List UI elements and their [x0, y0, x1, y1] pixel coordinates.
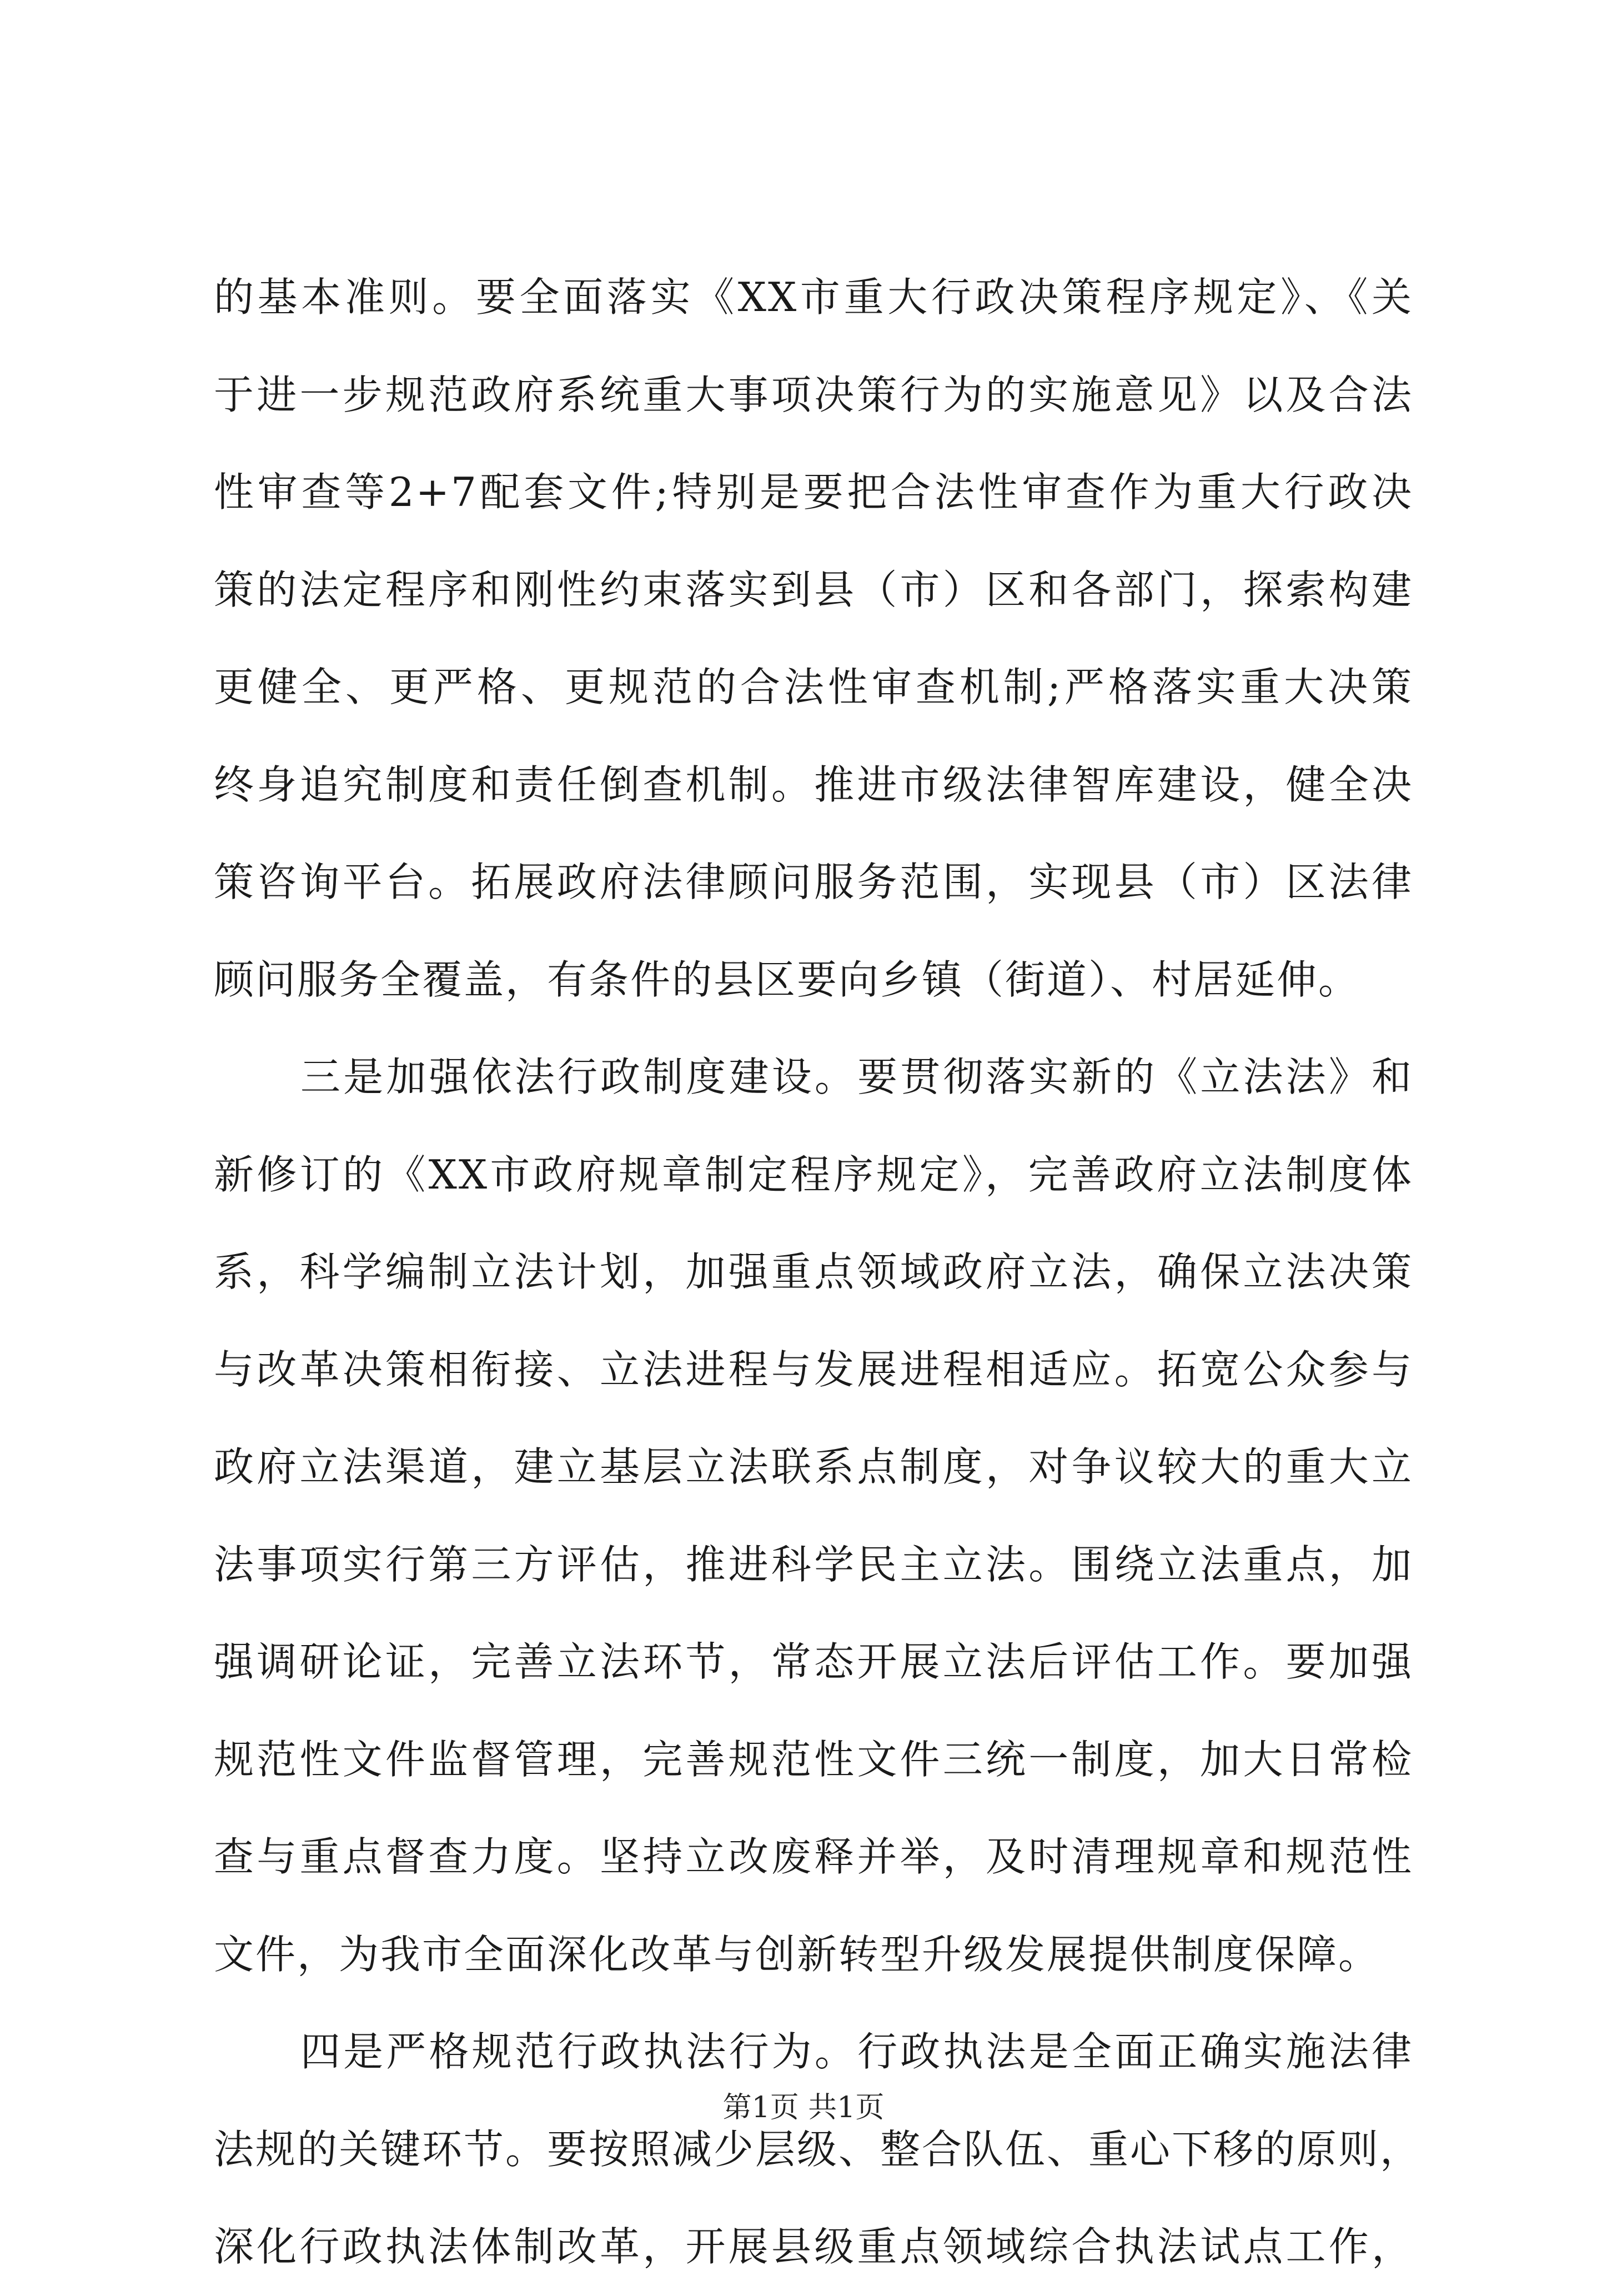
text-line: 规范性文件监督管理，完善规范性文件三统一制度，加大日常检	[214, 1736, 1413, 1783]
text-line: 终身追究制度和责任倒查机制。推进市级法律智库建设，健全决	[214, 761, 1413, 808]
text-line: 文件，为我市全面深化改革与创新转型升级发展提供制度保障。	[214, 1931, 1380, 1978]
text-line: 政府立法渠道，建立基层立法联系点制度，对争议较大的重大立	[214, 1443, 1413, 1490]
text-line: 强调研论证，完善立法环节，常态开展立法后评估工作。要加强	[214, 1638, 1413, 1685]
text-line: 性审查等2+7配套文件;特别是要把合法性审查作为重大行政决	[214, 469, 1413, 515]
text-line: 法事项实行第三方评估，推进科学民主立法。围绕立法重点，加	[214, 1541, 1413, 1588]
text-line: 查与重点督查力度。坚持立改废释并举，及时清理规章和规范性	[214, 1833, 1413, 1880]
text-line: 新修订的《XX市政府规章制定程序规定》，完善政府立法制度体	[214, 1151, 1413, 1198]
text-line: 系，科学编制立法计划，加强重点领域政府立法，确保立法决策	[214, 1249, 1413, 1295]
text-line: 三是加强依法行政制度建设。要贯彻落实新的《立法法》和	[300, 1054, 1413, 1100]
text-line: 与改革决策相衔接、立法进程与发展进程相适应。拓宽公众参与	[214, 1346, 1413, 1393]
text-line: 于进一步规范政府系统重大事项决策行为的实施意见》以及合法	[214, 371, 1413, 418]
text-line: 四是严格规范行政执法行为。行政执法是全面正确实施法律	[300, 2028, 1413, 2075]
text-line: 法规的关键环节。要按照减少层级、整合队伍、重心下移的原则，	[214, 2125, 1422, 2173]
body-text	[214, 249, 1422, 2296]
text-line: 策咨询平台。拓展政府法律顾问服务范围，实现县（市）区法律	[214, 859, 1413, 905]
text-line: 深化行政执法体制改革，开展县级重点领域综合执法试点工作，	[214, 2223, 1413, 2270]
text-line: 顾问服务全覆盖，有条件的县区要向乡镇（街道）、村居延伸。	[214, 956, 1360, 1003]
text-line: 更健全、更严格、更规范的合法性审查机制;严格落实重大决策	[214, 664, 1413, 710]
page-footer: 第1页 共1页	[722, 2091, 885, 2124]
text-line: 的基本准则。要全面落实《XX市重大行政决策程序规定》、《关	[214, 274, 1413, 320]
text-line: 策的法定程序和刚性约束落实到县（市）区和各部门，探索构建	[214, 566, 1413, 613]
